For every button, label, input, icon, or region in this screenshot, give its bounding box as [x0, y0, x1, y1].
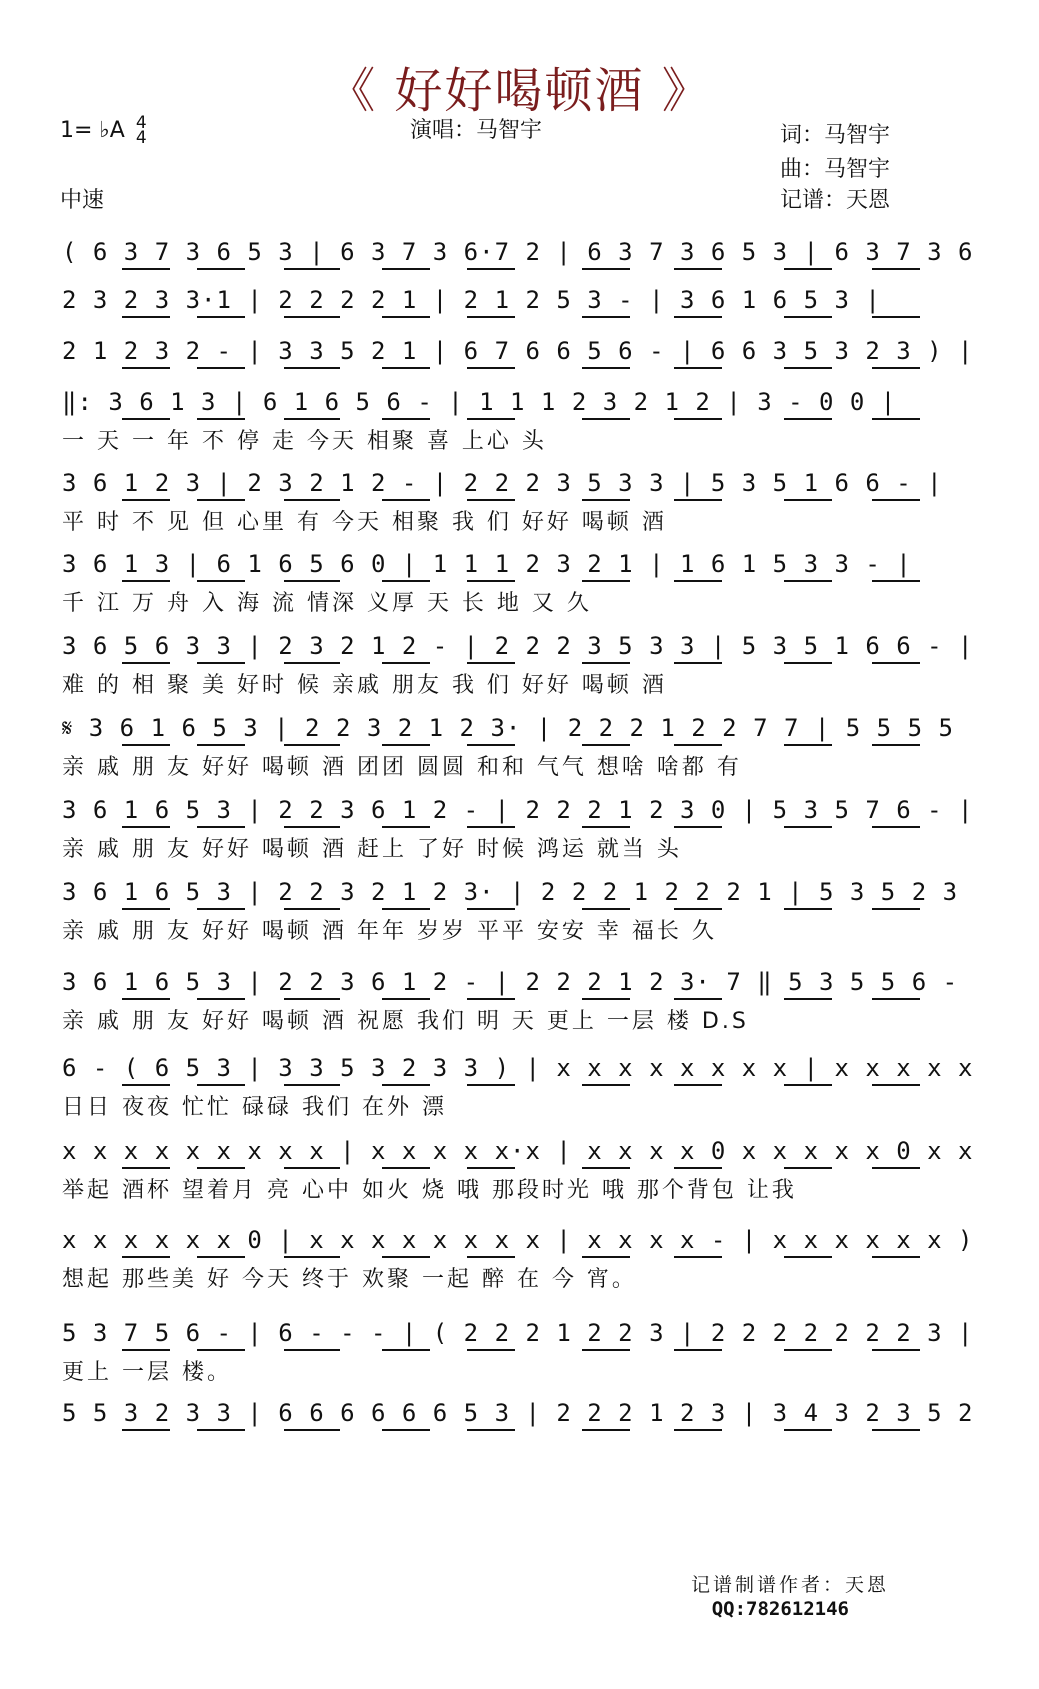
beam-lines: [62, 906, 977, 914]
key-label: 1= ♭A: [60, 118, 125, 143]
transcriber-credit: 记谱：天恩: [780, 188, 891, 213]
qq-contact: QQ:782612146: [711, 1598, 849, 1620]
beam-line: [197, 418, 245, 420]
beam-line: [582, 418, 630, 420]
beam-line: [467, 1167, 515, 1169]
beam-line: [382, 1084, 430, 1086]
beam-lines: [62, 497, 977, 505]
time-signature: [135, 113, 147, 148]
beam-line: [872, 418, 920, 420]
beam-line: [284, 662, 340, 664]
beam-line: [582, 662, 630, 664]
lyric-line: 亲 戚 朋 友 好好 喝顿 酒 祝愿 我们 明 天 更上 一层 楼 D.S: [62, 1009, 749, 1034]
beam-line: [582, 1256, 630, 1258]
beam-line: [122, 1349, 170, 1351]
beam-lines: [62, 416, 977, 424]
beam-line: [582, 1084, 630, 1086]
beam-line: [122, 418, 170, 420]
beam-line: [582, 908, 630, 910]
beam-line: [872, 580, 920, 582]
beam-line: [784, 998, 832, 1000]
beam-line: [872, 316, 920, 318]
beam-line: [197, 268, 245, 270]
lyric-line: 亲 戚 朋 友 好好 喝顿 酒 团团 圆圆 和和 气气 想啥 啥都 有: [62, 755, 742, 780]
notation-line: ( 6 3 7 3 6 5 3 | 6 3 7 3 6·7 2 | 6 3 7 3 6 5 3 | 6 3 7 3 6: [62, 238, 974, 266]
lyric-line: 亲 戚 朋 友 好好 喝顿 酒 赶上 了好 时候 鸿运 就当 头: [62, 837, 682, 862]
beam-line: [382, 418, 430, 420]
beam-line: [674, 826, 722, 828]
score-row: [62, 382, 977, 462]
beam-line: [122, 367, 170, 369]
notation-line: x x x x x x 0 | x x x x x x x x | x x x x - | x x x x x x ): [62, 1226, 974, 1254]
beam-line: [784, 744, 832, 746]
beam-line: [382, 662, 430, 664]
beam-line: [382, 499, 430, 501]
score-row: [62, 1048, 977, 1128]
beam-line: [122, 499, 170, 501]
beam-lines: [62, 1347, 977, 1355]
beam-line: [197, 662, 245, 664]
beam-line: [872, 998, 920, 1000]
singer-credit: 演唱：马智宇: [410, 118, 543, 143]
beam-line: [382, 998, 430, 1000]
beam-line: [674, 998, 722, 1000]
beam-line: [674, 744, 722, 746]
notation-line: 2 3 2 3 3·1 | 2 2 2 2 1 | 2 1 2 5 3 - | 3 6 1 6 5 3 |: [62, 286, 881, 314]
beam-line: [197, 826, 245, 828]
beam-line: [674, 1167, 722, 1169]
beam-line: [784, 1256, 832, 1258]
beam-line: [872, 908, 920, 910]
beam-line: [382, 1256, 430, 1258]
notation-line: 3 6 5 6 3 3 | 2 3 2 1 2 - | 2 2 2 3 5 3 3 | 5 3 5 1 6 6 - |: [62, 632, 974, 660]
lyric-line: 日日 夜夜 忙忙 碌碌 我们 在外 漂: [62, 1095, 447, 1120]
lyric-line: 亲 戚 朋 友 好好 喝顿 酒 年年 岁岁 平平 安安 幸 福长 久: [62, 919, 717, 944]
beam-lines: [62, 578, 977, 586]
beam-line: [284, 998, 340, 1000]
beam-line: [467, 1256, 515, 1258]
beam-line: [674, 1256, 722, 1258]
beam-line: [122, 908, 170, 910]
lyric-line: 千 江 万 舟 入 海 流 情深 义厚 天 长 地 又 久: [62, 591, 592, 616]
beam-line: [197, 998, 245, 1000]
beam-line: [674, 908, 722, 910]
beam-line: [582, 744, 630, 746]
beam-lines: [62, 1082, 977, 1090]
beam-line: [872, 367, 920, 369]
beam-line: [284, 1429, 340, 1431]
beam-line: [582, 998, 630, 1000]
beam-line: [582, 367, 630, 369]
beam-line: [284, 268, 340, 270]
beam-line: [284, 744, 340, 746]
score-row: [62, 872, 977, 952]
notation-line: 3 6 1 6 5 3 | 2 2 3 6 1 2 - | 2 2 2 1 2 3· 7 ‖ 5 3 5 5 6 -: [62, 968, 959, 996]
beam-line: [284, 1256, 340, 1258]
beam-line: [467, 580, 515, 582]
notation-line: 6 - ( 6 5 3 | 3 3 5 3 2 3 3 ) | x x x x x x x x | x x x x x: [62, 1054, 974, 1082]
tempo-marking: 中速: [60, 188, 105, 213]
beam-line: [674, 662, 722, 664]
beam-line: [122, 998, 170, 1000]
lyric-line: 更上 一层 楼。: [62, 1360, 232, 1385]
beam-lines: [62, 824, 977, 832]
beam-line: [197, 1429, 245, 1431]
score-row: [62, 1313, 977, 1393]
beam-lines: [62, 1427, 977, 1435]
beam-line: [122, 826, 170, 828]
beam-line: [784, 662, 832, 664]
beam-line: [872, 1167, 920, 1169]
beam-line: [872, 744, 920, 746]
beam-line: [382, 1167, 430, 1169]
beam-line: [784, 826, 832, 828]
notation-line: 3 6 1 2 3 | 2 3 2 1 2 - | 2 2 2 3 5 3 3 | 5 3 5 1 6 6 - |: [62, 469, 943, 497]
beam-line: [674, 367, 722, 369]
beam-line: [197, 499, 245, 501]
score-row: [62, 1220, 977, 1300]
notation-line: 2 1 2 3 2 - | 3 3 5 2 1 | 6 7 6 6 5 6 - | 6 6 3 5 3 2 3 ) |: [62, 337, 974, 365]
beam-line: [784, 1167, 832, 1169]
beam-line: [122, 1429, 170, 1431]
beam-line: [784, 499, 832, 501]
beam-line: [284, 1167, 340, 1169]
beam-line: [284, 826, 340, 828]
beam-line: [122, 662, 170, 664]
notation-line: 3 6 1 3 | 6 1 6 5 6 0 | 1 1 1 2 3 2 1 | 1 6 1 5 3 3 - |: [62, 550, 912, 578]
notation-line: ‖: 3 6 1 3 | 6 1 6 5 6 - | 1 1 1 2 3 2 1 2 | 3 - 0 0 |: [62, 388, 897, 416]
beam-line: [467, 998, 515, 1000]
beam-line: [284, 908, 340, 910]
beam-line: [674, 499, 722, 501]
beam-line: [197, 1349, 245, 1351]
beam-line: [872, 662, 920, 664]
lyric-line: [62, 1435, 977, 1471]
notation-line: 5 3 7 5 6 - | 6 - - - | ( 2 2 2 1 2 2 3 | 2 2 2 2 2 2 2 3 |: [62, 1319, 974, 1347]
beam-line: [467, 662, 515, 664]
beam-line: [674, 1349, 722, 1351]
beam-line: [284, 1349, 340, 1351]
beam-line: [674, 1084, 722, 1086]
beam-line: [784, 268, 832, 270]
beam-line: [197, 367, 245, 369]
lyric-line: 一 天 一 年 不 停 走 今天 相聚 喜 上心 头: [62, 429, 547, 454]
beam-line: [382, 826, 430, 828]
beam-line: [197, 1084, 245, 1086]
score-row: [62, 544, 977, 624]
beam-line: [467, 1429, 515, 1431]
beam-line: [872, 268, 920, 270]
time-signature-bottom: 4: [135, 128, 147, 148]
beam-line: [674, 316, 722, 318]
beam-line: [197, 744, 245, 746]
score-row: [62, 463, 977, 543]
notation-line: 𝄋 3 6 1 6 5 3 | 2 2 3 2 1 2 3· | 2 2 2 1 2 2 7 7 | 5 5 5 5: [62, 714, 954, 742]
score-row: [62, 708, 977, 788]
beam-line: [674, 1429, 722, 1431]
beam-line: [872, 499, 920, 501]
beam-line: [582, 1167, 630, 1169]
beam-line: [382, 367, 430, 369]
notation-line: x x x x x x x x x | x x x x x·x | x x x x 0 x x x x x 0 x x: [62, 1137, 974, 1165]
beam-line: [784, 316, 832, 318]
score-row: [62, 626, 977, 706]
beam-line: [784, 1084, 832, 1086]
beam-line: [784, 580, 832, 582]
beam-line: [382, 1429, 430, 1431]
key-signature: [60, 113, 147, 148]
beam-line: [284, 316, 340, 318]
score-row: [62, 962, 977, 1042]
lyric-line: 难 的 相 聚 美 好时 候 亲戚 朋友 我 们 好好 喝顿 酒: [62, 673, 667, 698]
beam-lines: [62, 1254, 977, 1262]
beam-lines: [62, 314, 977, 322]
notation-line: 3 6 1 6 5 3 | 2 2 3 2 1 2 3· | 2 2 2 1 2 2 2 1 | 5 3 5 2 3: [62, 878, 959, 906]
beam-line: [382, 316, 430, 318]
beam-line: [582, 1429, 630, 1431]
lyric-line: 举起 酒杯 望着月 亮 心中 如火 烧 哦 那段时光 哦 那个背包 让我: [62, 1178, 797, 1203]
beam-line: [784, 1349, 832, 1351]
composer-credit: 曲：马智宇: [780, 157, 891, 182]
score-row: [62, 1131, 977, 1211]
lyricist-credit: 词：马智宇: [780, 123, 891, 148]
beam-line: [872, 1256, 920, 1258]
time-signature-top: 4: [135, 113, 147, 133]
beam-line: [467, 744, 515, 746]
beam-line: [382, 744, 430, 746]
beam-line: [284, 499, 340, 501]
score-title: 《 好好喝顿酒 》: [327, 63, 712, 119]
beam-line: [467, 1349, 515, 1351]
lyric-line: 想起 那些美 好 今天 终于 欢聚 一起 醉 在 今 宵。: [62, 1267, 637, 1292]
beam-line: [197, 908, 245, 910]
beam-lines: [62, 996, 977, 1004]
beam-line: [674, 418, 722, 420]
beam-line: [467, 499, 515, 501]
beam-line: [284, 367, 340, 369]
beam-line: [122, 580, 170, 582]
beam-line: [784, 367, 832, 369]
beam-line: [382, 580, 430, 582]
beam-line: [197, 580, 245, 582]
beam-line: [197, 316, 245, 318]
beam-lines: [62, 266, 977, 274]
beam-line: [784, 418, 832, 420]
beam-lines: [62, 660, 977, 668]
beam-line: [467, 1084, 515, 1086]
beam-line: [582, 580, 630, 582]
beam-line: [122, 744, 170, 746]
beam-line: [382, 1349, 430, 1351]
beam-line: [784, 1429, 832, 1431]
beam-line: [284, 580, 340, 582]
beam-line: [872, 1429, 920, 1431]
beam-line: [784, 908, 832, 910]
beam-line: [674, 268, 722, 270]
notation-line: 3 6 1 6 5 3 | 2 2 3 6 1 2 - | 2 2 2 1 2 3 0 | 5 3 5 7 6 - |: [62, 796, 974, 824]
beam-line: [122, 268, 170, 270]
beam-line: [284, 1084, 340, 1086]
score-row: [62, 790, 977, 870]
beam-line: [467, 268, 515, 270]
beam-lines: [62, 742, 977, 750]
beam-line: [122, 1256, 170, 1258]
beam-line: [582, 499, 630, 501]
beam-line: [382, 268, 430, 270]
beam-line: [872, 1349, 920, 1351]
beam-line: [467, 367, 515, 369]
beam-lines: [62, 1165, 977, 1173]
beam-line: [122, 316, 170, 318]
notation-line: 5 5 3 2 3 3 | 6 6 6 6 6 6 5 3 | 2 2 2 1 2 3 | 3 4 3 2 3 5 2: [62, 1399, 974, 1427]
beam-line: [467, 418, 515, 420]
beam-line: [467, 908, 515, 910]
beam-line: [674, 580, 722, 582]
lyric-line: 平 时 不 见 但 心里 有 今天 相聚 我 们 好好 喝顿 酒: [62, 510, 667, 535]
beam-line: [582, 1349, 630, 1351]
beam-line: [197, 1256, 245, 1258]
transcriber-footer: 记谱制谱作者：天恩: [690, 1574, 889, 1596]
beam-lines: [62, 365, 977, 373]
beam-line: [122, 1167, 170, 1169]
beam-line: [382, 908, 430, 910]
beam-line: [197, 1167, 245, 1169]
beam-line: [872, 1084, 920, 1086]
beam-line: [582, 316, 630, 318]
beam-line: [467, 316, 515, 318]
beam-line: [467, 826, 515, 828]
score-row: [62, 1393, 977, 1473]
beam-line: [872, 826, 920, 828]
beam-line: [582, 268, 630, 270]
beam-line: [122, 1084, 170, 1086]
beam-line: [582, 826, 630, 828]
beam-line: [284, 418, 340, 420]
